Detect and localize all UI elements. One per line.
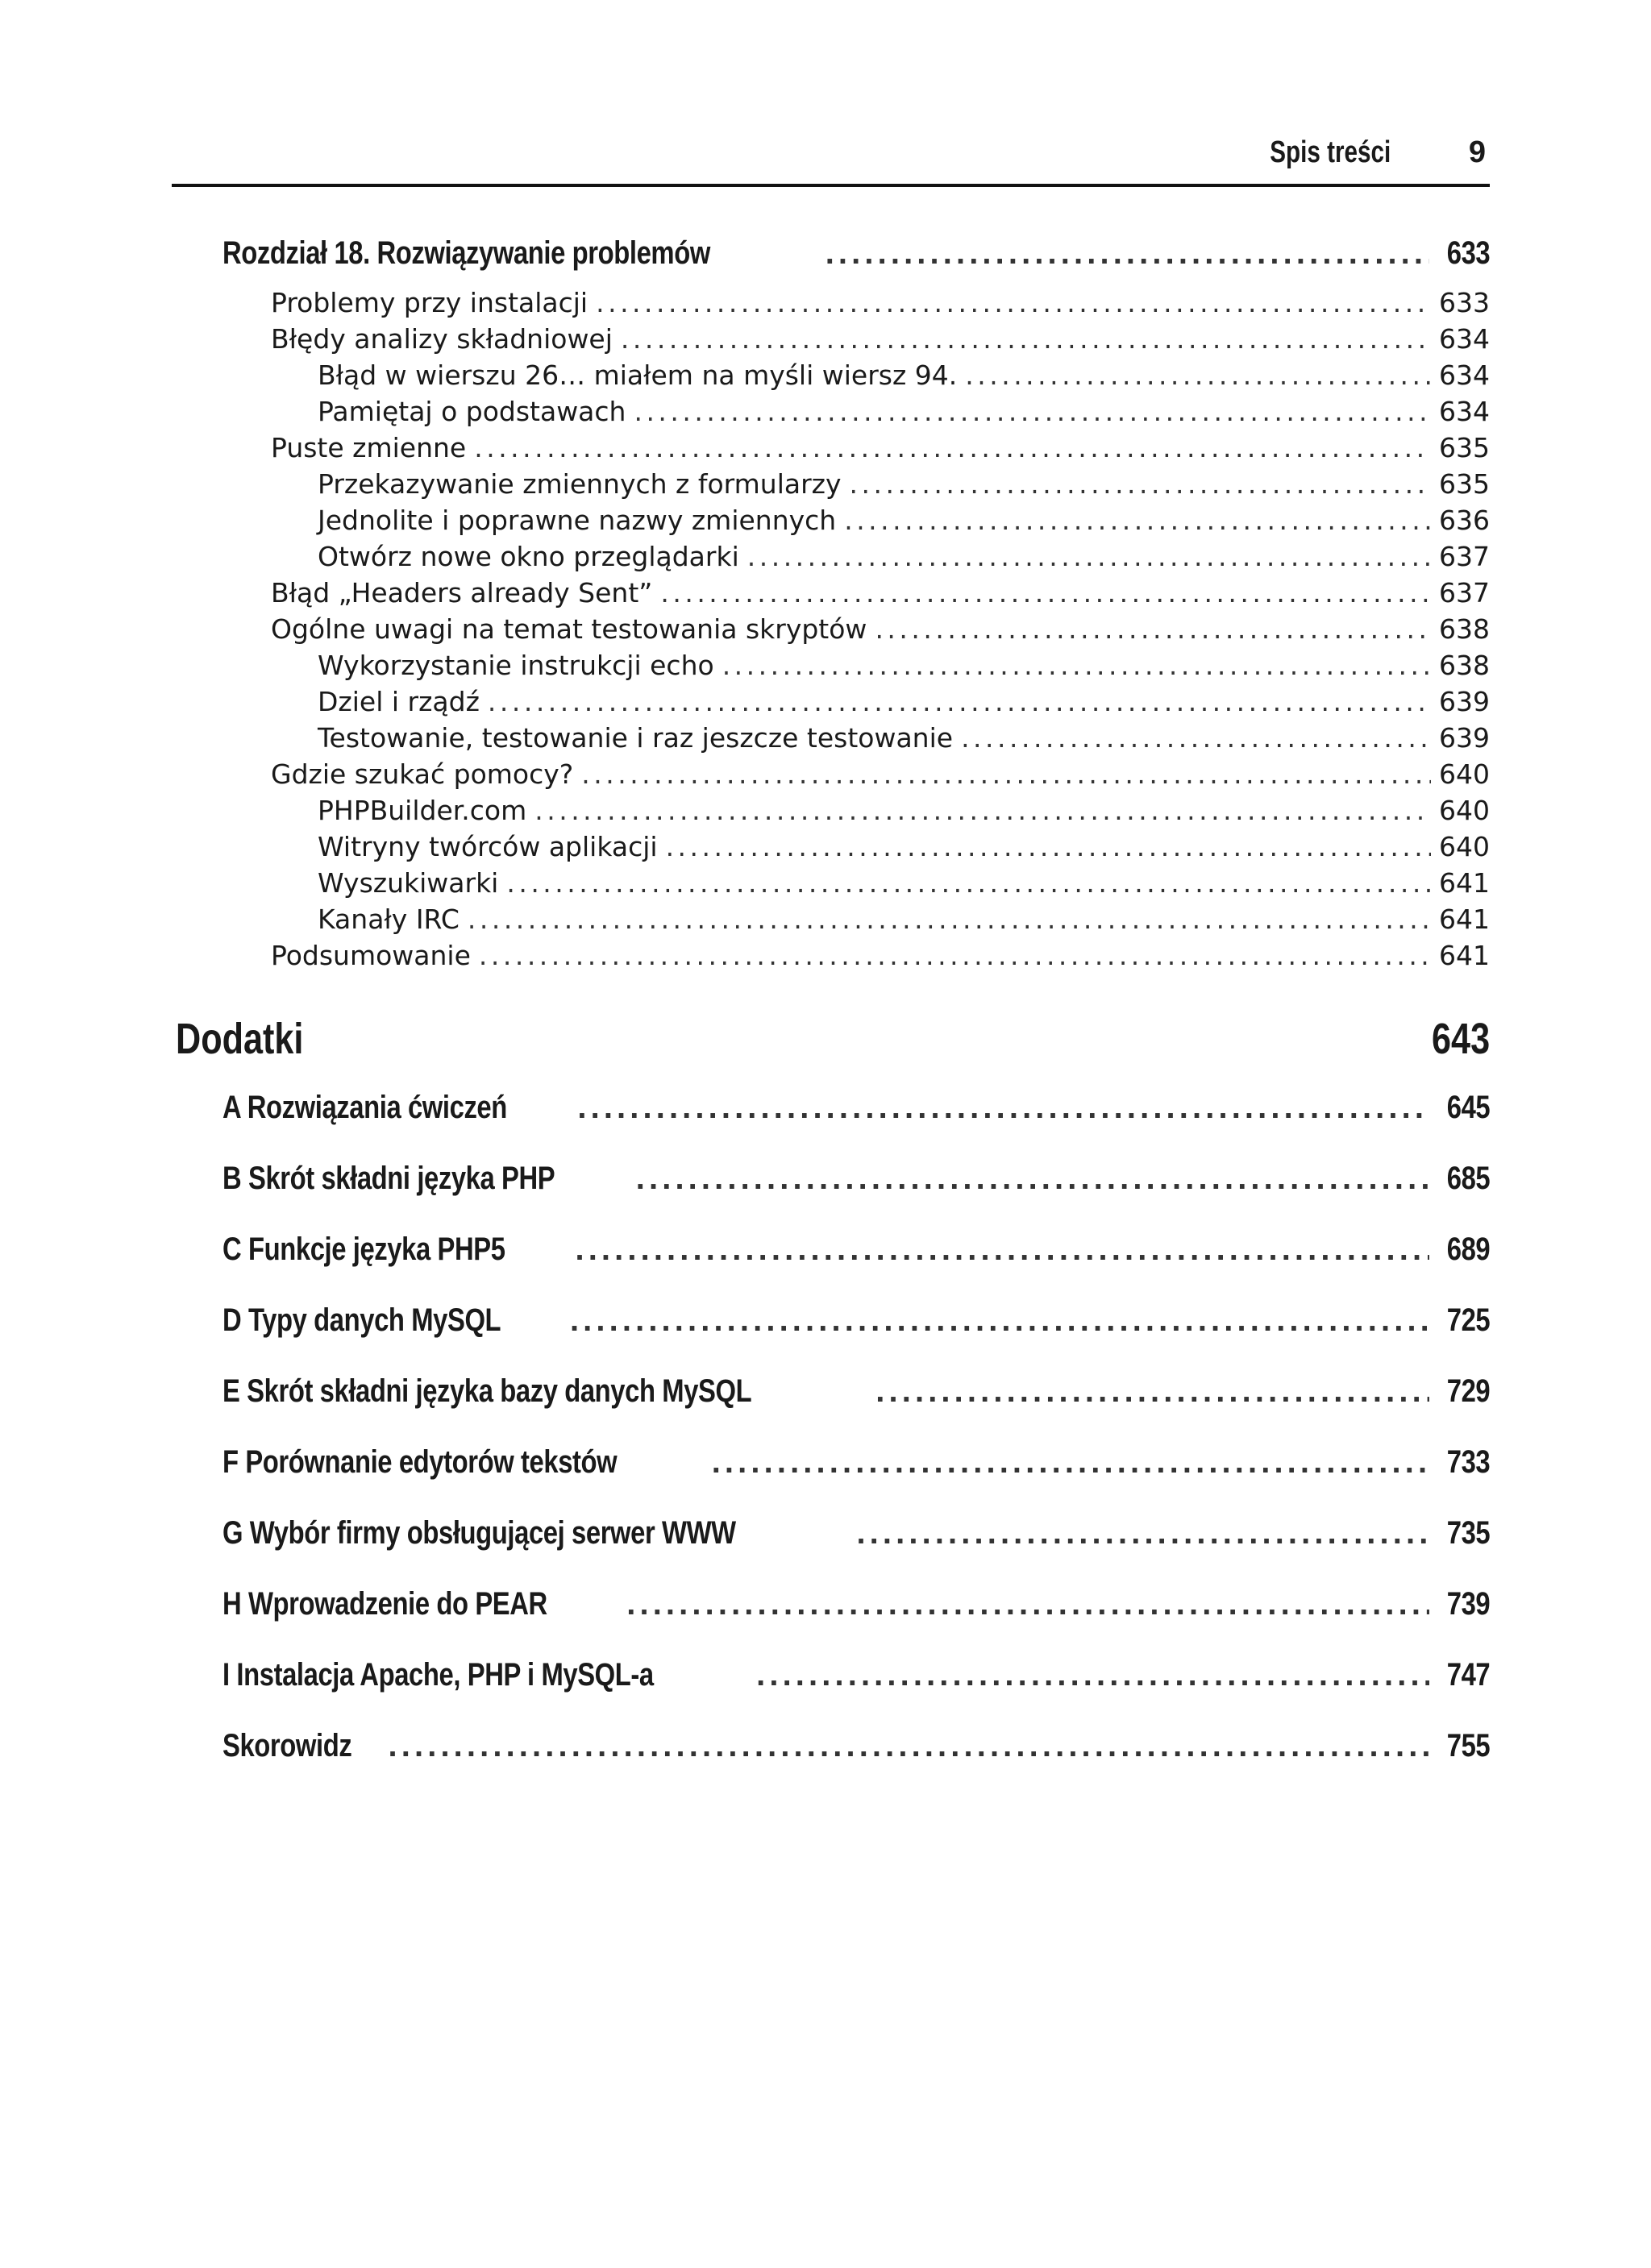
toc-entry[interactable]: [318, 831, 1490, 862]
toc-chapter-title: Rozdział 18. Rozwiązywanie problemów: [222, 235, 710, 271]
toc-entry[interactable]: [318, 867, 1490, 899]
toc-entry-title: Wyszukiwarki: [318, 867, 499, 899]
toc-page-number: 641: [1439, 867, 1490, 899]
dot-leader: [844, 505, 1431, 536]
toc-page-number: 641: [1439, 903, 1490, 935]
toc-page-number: 640: [1439, 831, 1490, 862]
dot-leader: [479, 940, 1431, 971]
toc-entry[interactable]: [271, 577, 1490, 609]
toc-page-number: 747: [1446, 1657, 1490, 1693]
toc-appendix-title: I Instalacja Apache, PHP i MySQL-a: [222, 1657, 654, 1693]
dot-leader: [965, 359, 1431, 391]
toc-entry-title: PHPBuilder.com: [318, 795, 527, 826]
dot-leader: [577, 1090, 1429, 1126]
toc-entry[interactable]: [318, 505, 1490, 536]
toc-appendix[interactable]: [222, 1302, 1490, 1339]
toc-entry-title: Dziel i rządź: [318, 686, 480, 717]
toc-page-number: 735: [1446, 1515, 1490, 1551]
toc-page-number: 755: [1446, 1728, 1490, 1763]
toc-entry-title: Przekazywanie zmiennych z formularzy: [318, 468, 842, 500]
dot-leader: [856, 1515, 1429, 1551]
toc-appendix-title: E Skrót składni języka bazy danych MySQL: [222, 1373, 752, 1409]
dot-leader: [756, 1657, 1429, 1693]
toc-appendix-title: A Rozwiązania ćwiczeń: [222, 1090, 507, 1125]
toc-page-number: 729: [1446, 1373, 1490, 1409]
running-header: [172, 135, 1490, 187]
toc-page-number: 639: [1439, 722, 1490, 754]
toc-entry-title: Błąd w wierszu 26… miałem na myśli wiersz 94.: [318, 359, 958, 391]
toc-entry[interactable]: [271, 287, 1490, 318]
toc-entry[interactable]: [318, 541, 1490, 572]
toc-entry[interactable]: [271, 940, 1490, 971]
toc-page-number: 733: [1446, 1444, 1490, 1480]
toc-appendix[interactable]: [222, 1373, 1490, 1410]
toc-index[interactable]: [222, 1728, 1490, 1764]
toc-page-number: 634: [1439, 359, 1490, 391]
toc-page-number: 636: [1439, 505, 1490, 536]
toc-appendix-title: H Wprowadzenie do PEAR: [222, 1586, 547, 1622]
dot-leader: [621, 323, 1431, 355]
dot-leader: [626, 1586, 1429, 1622]
dot-leader: [474, 432, 1431, 463]
toc-page-number: 640: [1439, 758, 1490, 790]
toc-page-number: 633: [1446, 235, 1490, 271]
dot-leader: [722, 650, 1431, 681]
toc-page-number: 689: [1446, 1232, 1490, 1267]
toc-appendix-title: B Skrót składni języka PHP: [222, 1161, 555, 1196]
dot-leader: [747, 541, 1431, 572]
dot-leader: [875, 1373, 1429, 1410]
toc-page-number: 739: [1446, 1586, 1490, 1622]
toc-page-number: 635: [1439, 432, 1490, 463]
toc-appendix[interactable]: [222, 1586, 1490, 1622]
toc-entry-title: Błędy analizy składniowej: [271, 323, 613, 355]
toc-entry-title: Kanały IRC: [318, 903, 460, 935]
dot-leader: [875, 613, 1431, 645]
toc-page-number: 685: [1446, 1161, 1490, 1196]
running-header-title: Spis treści: [1270, 135, 1391, 169]
dot-leader: [666, 831, 1431, 862]
toc-entry-title: Testowanie, testowanie i raz jeszcze testowanie: [318, 722, 954, 754]
toc-page-number: 634: [1439, 323, 1490, 355]
dot-leader: [660, 577, 1431, 609]
part-page-number: 643: [1431, 1015, 1490, 1063]
dot-leader: [581, 758, 1431, 790]
toc-page-number: 638: [1439, 650, 1490, 681]
toc-page-number: 638: [1439, 613, 1490, 645]
toc-page-number: 725: [1446, 1302, 1490, 1338]
dot-leader: [575, 1232, 1429, 1268]
toc-page-number: 637: [1439, 577, 1490, 609]
toc-entry-title: Ogólne uwagi na temat testowania skryptów: [271, 613, 867, 645]
toc-appendix-title: G Wybór firmy obsługującej serwer WWW: [222, 1515, 736, 1551]
toc-page-number: 634: [1439, 396, 1490, 427]
toc-appendix[interactable]: [222, 1232, 1490, 1268]
toc-entry[interactable]: [318, 359, 1490, 391]
part-title: Dodatki: [176, 1015, 304, 1063]
dot-leader: [506, 867, 1431, 899]
dot-leader: [712, 1444, 1429, 1481]
toc-part-heading[interactable]: [176, 1014, 1490, 1064]
toc-entry[interactable]: [318, 795, 1490, 826]
toc-entry[interactable]: [318, 468, 1490, 500]
toc-chapter-18[interactable]: [222, 235, 1490, 272]
toc-page-number: 633: [1439, 287, 1490, 318]
toc-appendix[interactable]: [222, 1657, 1490, 1693]
toc-entry[interactable]: [271, 432, 1490, 463]
dot-leader: [961, 722, 1431, 754]
toc-entry-title: Wykorzystanie instrukcji echo: [318, 650, 714, 681]
dot-leader: [826, 235, 1429, 272]
dot-leader: [570, 1302, 1429, 1339]
toc-page-number: 640: [1439, 795, 1490, 826]
toc-entry[interactable]: [318, 686, 1490, 717]
toc-appendix-title: Skorowidz: [222, 1728, 352, 1763]
toc-appendix[interactable]: [222, 1444, 1490, 1481]
dot-leader: [634, 396, 1431, 427]
toc-entry-title: Witryny twórców aplikacji: [318, 831, 658, 862]
toc-entry-title: Błąd „Headers already Sent”: [271, 577, 653, 609]
toc-entry-title: Puste zmienne: [271, 432, 467, 463]
toc-entry[interactable]: [271, 613, 1490, 645]
toc-entry[interactable]: [318, 396, 1490, 427]
dot-leader: [468, 903, 1431, 935]
toc-entry-title: Podsumowanie: [271, 940, 471, 971]
toc-entry[interactable]: [271, 323, 1490, 355]
toc-page-number: 645: [1446, 1090, 1490, 1125]
dot-leader: [389, 1728, 1429, 1764]
toc-entry[interactable]: [271, 758, 1490, 790]
dot-leader: [636, 1161, 1429, 1197]
dot-leader: [596, 287, 1431, 318]
toc-entry[interactable]: [318, 722, 1490, 754]
toc-page-number: 635: [1439, 468, 1490, 500]
toc-entry-title: Problemy przy instalacji: [271, 287, 588, 318]
toc-page-number: 637: [1439, 541, 1490, 572]
toc-entry-title: Gdzie szukać pomocy?: [271, 758, 574, 790]
toc-appendix[interactable]: [222, 1090, 1490, 1126]
dot-leader: [534, 795, 1431, 826]
page-number: 9: [1468, 135, 1486, 169]
toc-appendix-title: C Funkcje języka PHP5: [222, 1232, 505, 1267]
toc-entry-title: Pamiętaj o podstawach: [318, 396, 626, 427]
toc-appendix-title: F Porównanie edytorów tekstów: [222, 1444, 618, 1480]
toc-entry-title: Otwórz nowe okno przeglądarki: [318, 541, 739, 572]
toc-entry[interactable]: [318, 903, 1490, 935]
toc-page-number: 639: [1439, 686, 1490, 717]
toc-appendix-title: D Typy danych MySQL: [222, 1302, 501, 1338]
toc-appendix[interactable]: [222, 1161, 1490, 1197]
toc-entry-title: Jednolite i poprawne nazwy zmiennych: [318, 505, 837, 536]
toc-appendix[interactable]: [222, 1515, 1490, 1551]
toc-entry[interactable]: [318, 650, 1490, 681]
dot-leader: [488, 686, 1431, 717]
dot-leader: [850, 468, 1431, 500]
toc-page-number: 641: [1439, 940, 1490, 971]
